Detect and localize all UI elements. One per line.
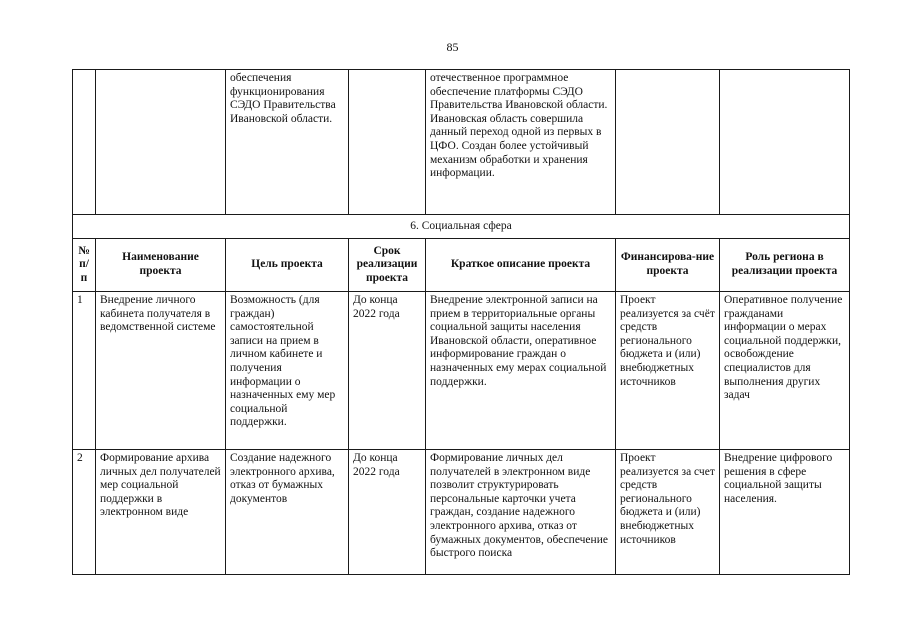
cell-role: [720, 70, 850, 215]
cell-name: Внедрение личного кабинета получателя в ведомственной системе: [96, 292, 226, 450]
table-row: [73, 450, 850, 575]
cell-num: [73, 70, 96, 215]
header-description: Краткое описание проекта: [426, 239, 616, 292]
header-role: Роль региона в реализации проекта: [720, 239, 850, 292]
cell-goal: Создание надежного электронного архива, отказ от бумажных документов: [226, 450, 349, 575]
table-header-row: [73, 239, 850, 292]
table-row-continuation: [73, 70, 850, 215]
cell-financing: Проект реализуется за счёт средств регионального бюджета и (или) внебюджетных источников: [616, 292, 720, 450]
cell-term: До конца 2022 года: [349, 450, 426, 575]
cell-financing: [616, 70, 720, 215]
cell-term: [349, 70, 426, 215]
header-term: Срок реализации проекта: [349, 239, 426, 292]
cell-description: отечественное программное обеспечение платформы СЭДО Правительства Ивановской области. Ивановская область совершила данный переход одной из первых в ЦФО. Создан более устойчивый механизм обработки и хранения информации.: [426, 70, 616, 215]
cell-description: Формирование личных дел получателей в электронном виде позволит структурировать персональные карточки учета граждан, создание надежного электронного архива, отказ от бумажных документов, обеспечение быстрого поиска: [426, 450, 616, 575]
cell-role: Внедрение цифрового решения в сфере социальной защиты населения.: [720, 450, 850, 575]
cell-goal: обеспечения функционирования СЭДО Правительства Ивановской области.: [226, 70, 349, 215]
cell-financing: Проект реализуется за счет средств регионального бюджета и (или) внебюджетных источников: [616, 450, 720, 575]
section-row: [73, 215, 850, 239]
cell-term: До конца 2022 года: [349, 292, 426, 450]
header-goal: Цель проекта: [226, 239, 349, 292]
header-name: Наименование проекта: [96, 239, 226, 292]
table-row: [73, 292, 850, 450]
cell-num: 2: [73, 450, 96, 575]
cell-role: Оперативное получение гражданами информации о мерах социальной поддержки, освобождение специалистов для выполнения других задач: [720, 292, 850, 450]
page-number: 85: [446, 40, 459, 54]
cell-goal: Возможность (для граждан) самостоятельной записи на прием в личном кабинете и получения информации о назначенных ему мер социальной поддержки.: [226, 292, 349, 450]
cell-name: [96, 70, 226, 215]
header-num: № п/п: [73, 239, 96, 292]
header-financing: Финансирова-ние проекта: [616, 239, 720, 292]
section-title: 6. Социальная сфера: [73, 215, 850, 239]
cell-num: 1: [73, 292, 96, 450]
cell-description: Внедрение электронной записи на прием в территориальные органы социальной защиты населения Ивановской области, оперативное информирование граждан о назначенных ему мерах социальной поддержки.: [426, 292, 616, 450]
projects-table: [72, 69, 850, 575]
cell-name: Формирование архива личных дел получателей мер социальной поддержки в электронном виде: [96, 450, 226, 575]
